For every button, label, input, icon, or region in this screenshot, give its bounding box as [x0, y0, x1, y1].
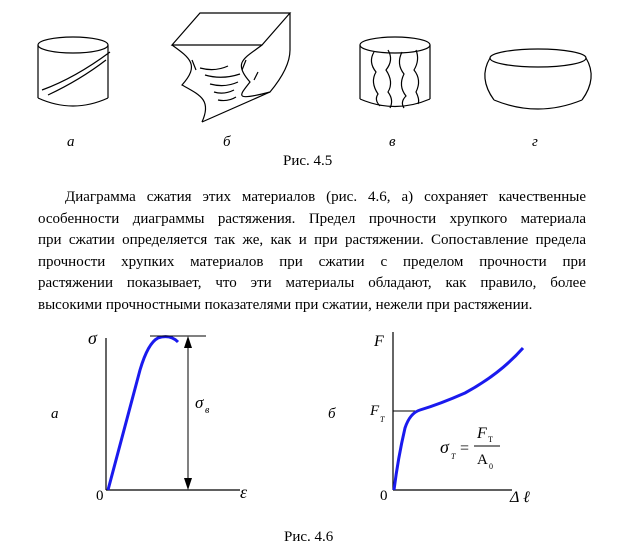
- arrow-down-icon: [184, 478, 192, 490]
- panel-a-x-label: ε: [240, 482, 248, 502]
- formula-numerator-sub: Т: [488, 435, 493, 444]
- label-g: г: [532, 134, 538, 150]
- figure-4-5: [0, 0, 623, 175]
- specimen-v-drawing: [360, 37, 430, 108]
- arrow-up-icon: [184, 336, 192, 348]
- specimen-g-drawing: [485, 49, 591, 109]
- panel-a-y-label: σ: [88, 328, 97, 348]
- paragraph-line: растяжении показывает, что эти материалы обладают, как правило, более: [38, 275, 586, 291]
- label-a: а: [67, 134, 75, 150]
- panel-b-curve: [394, 348, 523, 490]
- panel-b-ft-label: F: [370, 403, 380, 419]
- panel-a: [51, 328, 248, 504]
- body-paragraph: [38, 187, 586, 316]
- paragraph-line: при сжатии определяется так же, как и при растяжении. Сопоставление предела: [38, 232, 586, 248]
- panel-b: [328, 332, 530, 506]
- panel-b-ft-sub: Т: [380, 415, 385, 424]
- formula-numerator: F: [477, 425, 487, 442]
- panel-a-curve: [108, 337, 178, 490]
- formula-denominator-sub: 0: [489, 462, 493, 471]
- figure-4-6-caption: Рис. 4.6: [284, 529, 334, 545]
- panel-a-sigma-label: σ: [195, 393, 204, 412]
- specimen-b-drawing: [172, 13, 290, 122]
- panel-a-label: а: [51, 406, 59, 422]
- paragraph-line: особенности диаграммы растяжения. Предел прочности хрупкого материала: [38, 210, 586, 227]
- label-v: в: [389, 134, 396, 150]
- paragraph-line: прочности хрупких материалов при сжатии с пределом прочности при: [38, 253, 586, 270]
- formula-lhs-sub: Т: [451, 452, 456, 461]
- panel-b-x-label: Δ ℓ: [510, 489, 530, 506]
- figure-4-5-caption: Рис. 4.5: [283, 153, 333, 169]
- label-b: б: [223, 134, 231, 150]
- paragraph-line: высокими прочностными показателями при сжатии, нежели при растяжении.: [38, 296, 533, 313]
- specimen-a-drawing: [38, 37, 110, 106]
- panel-b-y-label: F: [374, 333, 384, 350]
- figure-4-6: [0, 318, 623, 547]
- paragraph-line: Диаграмма сжатия этих материалов (рис. 4.6, а) сохраняет качественные: [65, 189, 586, 205]
- formula-lhs: σ: [440, 437, 449, 457]
- panel-a-origin: 0: [96, 488, 104, 504]
- panel-a-sigma-sub: в: [205, 405, 210, 416]
- formula-equals: =: [460, 440, 470, 457]
- panel-b-label: б: [328, 406, 336, 422]
- formula-denominator: A: [477, 452, 488, 468]
- panel-b-origin: 0: [380, 488, 388, 504]
